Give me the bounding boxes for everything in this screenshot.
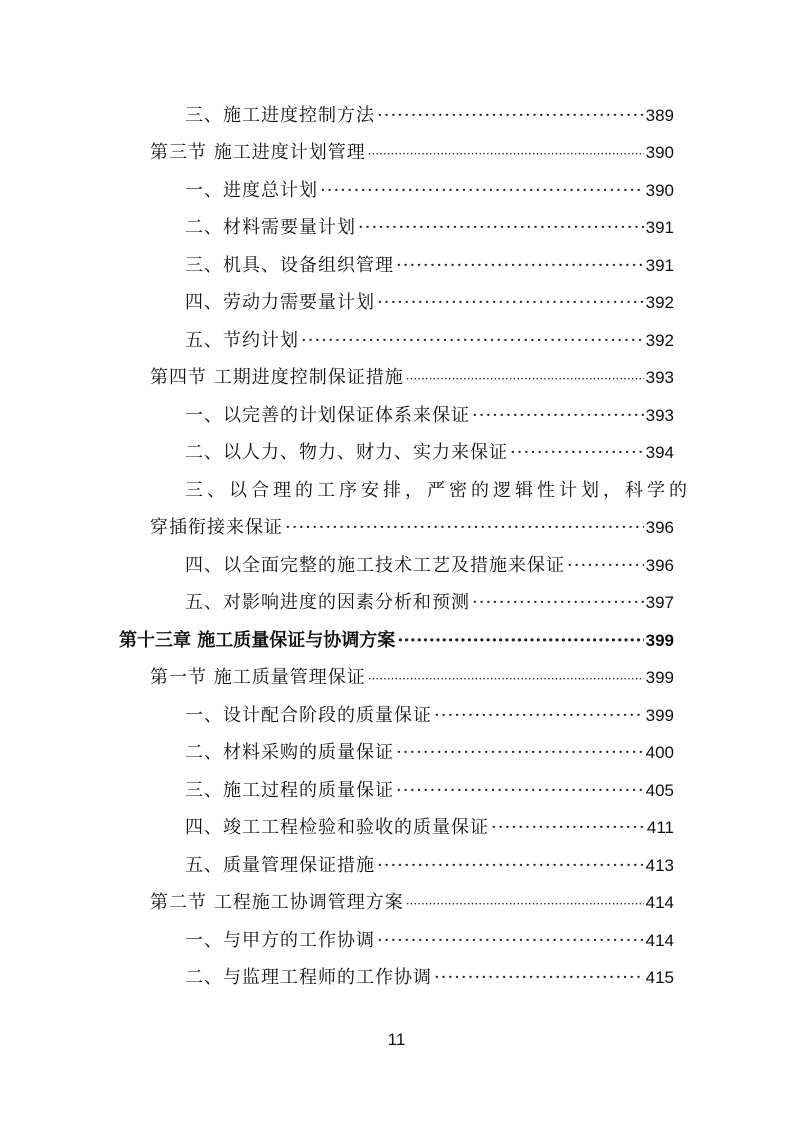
toc-entry-page: 415 [645, 968, 674, 987]
dot-leader [396, 248, 644, 284]
toc-entry-page: 390 [645, 181, 674, 200]
dot-leader [510, 435, 644, 471]
dot-leader [377, 923, 644, 959]
toc-entry[interactable] [185, 923, 674, 959]
toc-entry-title: 四、以全面完整的施工技术工艺及措施来保证 [185, 555, 565, 576]
toc-section-entry[interactable] [150, 360, 674, 396]
dot-leader [377, 98, 644, 134]
toc-entry-title: 三、机具、设备组织管理 [185, 255, 394, 276]
toc-entry-title: 第三节 施工进度计划管理 [150, 142, 366, 163]
toc-entry[interactable] [185, 848, 674, 884]
toc-entry-page: 400 [645, 743, 674, 762]
toc-section-entry[interactable] [150, 660, 674, 696]
toc-entry-title: 三、施工进度控制方法 [185, 105, 375, 126]
toc-entry-page: 390 [645, 143, 674, 162]
toc-entry-title: 五、对影响进度的因素分析和预测 [185, 592, 470, 613]
dot-leader [406, 885, 644, 922]
toc-entry[interactable] [185, 548, 674, 584]
dot-leader [396, 735, 644, 771]
toc-entry-title: 二、以人力、物力、财力、实力来保证 [185, 442, 508, 463]
toc-entry-page: 411 [646, 818, 674, 837]
toc-entry-title: 三、施工过程的质量保证 [185, 780, 394, 801]
toc-entry-page: 396 [645, 518, 674, 537]
toc-entry[interactable] [185, 810, 674, 846]
dot-leader [406, 360, 644, 397]
toc-entry-title: 一、进度总计划 [185, 180, 318, 201]
toc-entry-title: 二、材料采购的质量保证 [185, 742, 394, 763]
toc-entry[interactable] [185, 735, 674, 771]
dot-leader [397, 623, 643, 659]
toc-section-entry[interactable] [150, 885, 674, 921]
dot-leader [491, 810, 645, 846]
toc-entry[interactable] [185, 323, 674, 359]
toc-entry-title: 五、节约计划 [185, 330, 299, 351]
toc-entry-title: 五、质量管理保证措施 [185, 855, 375, 876]
dot-leader [368, 135, 644, 172]
toc-entry[interactable] [185, 585, 674, 621]
toc-entry-wrapped-line[interactable] [185, 473, 691, 509]
toc-entry-page: 394 [645, 443, 674, 462]
toc-entry-page: 392 [645, 293, 674, 312]
toc-entry-page: 414 [645, 893, 674, 912]
toc-entry-page: 393 [645, 368, 674, 387]
dot-leader [320, 173, 644, 209]
toc-entry-title: 三、以合理的工序安排，严密的逻辑性计划，科学的 [185, 480, 691, 501]
toc-entry-page: 392 [645, 331, 674, 350]
toc-entry-title: 一、以完善的计划保证体系来保证 [185, 405, 470, 426]
toc-entry-page: 413 [645, 856, 674, 875]
dot-leader [368, 660, 644, 697]
toc-entry-title: 第十三章 施工质量保证与协调方案 [119, 630, 396, 651]
toc-entry[interactable] [185, 285, 674, 321]
dot-leader [301, 323, 644, 359]
toc-entry[interactable] [185, 698, 674, 734]
dot-leader [377, 285, 644, 321]
toc-entry-page: 414 [645, 931, 674, 950]
toc-entry-page: 405 [645, 781, 674, 800]
dot-leader [285, 510, 644, 546]
toc-section-entry[interactable] [150, 135, 674, 171]
dot-leader [472, 398, 644, 434]
toc-entry[interactable] [185, 435, 674, 471]
toc-entry[interactable] [185, 98, 674, 134]
dot-leader [377, 848, 644, 884]
toc-entry-page: 397 [645, 593, 674, 612]
toc-entry[interactable] [185, 173, 674, 209]
toc-entry[interactable] [185, 248, 674, 284]
dot-leader [434, 698, 644, 734]
page-number: 11 [387, 1030, 406, 1049]
toc-entry-title: 第一节 施工质量管理保证 [150, 667, 366, 688]
toc-entry-title: 一、设计配合阶段的质量保证 [185, 705, 432, 726]
toc-entry[interactable] [185, 210, 674, 246]
toc-entry-title: 四、竣工工程检验和验收的质量保证 [185, 817, 489, 838]
toc-entry[interactable] [150, 510, 674, 546]
toc-entry-title: 穿插衔接来保证 [150, 517, 283, 538]
toc-entry-title: 第二节 工程施工协调管理方案 [150, 892, 404, 913]
toc-entry-page: 391 [645, 256, 674, 275]
dot-leader [358, 210, 644, 246]
dot-leader [567, 548, 644, 584]
toc-entry-title: 第四节 工期进度控制保证措施 [150, 367, 404, 388]
toc-entry-page: 399 [645, 668, 674, 687]
toc-entry-title: 二、材料需要量计划 [185, 217, 356, 238]
toc-entry-title: 二、与监理工程师的工作协调 [185, 967, 432, 988]
toc-entry-title: 一、与甲方的工作协调 [185, 930, 375, 951]
toc-entry-page: 399 [645, 631, 674, 650]
toc-entry-title: 四、劳动力需要量计划 [185, 292, 375, 313]
toc-entry-page: 396 [645, 556, 674, 575]
dot-leader [434, 960, 644, 996]
toc-entry[interactable] [185, 398, 674, 434]
toc-entry[interactable] [185, 960, 674, 996]
dot-leader [472, 585, 644, 621]
toc-entry-page: 391 [645, 218, 674, 237]
dot-leader [396, 773, 644, 809]
toc-entry-page: 389 [645, 106, 674, 125]
toc-chapter-entry[interactable] [119, 623, 674, 659]
toc-entry-page: 399 [645, 706, 674, 725]
toc-entry-page: 393 [645, 406, 674, 425]
toc-entry[interactable] [185, 773, 674, 809]
